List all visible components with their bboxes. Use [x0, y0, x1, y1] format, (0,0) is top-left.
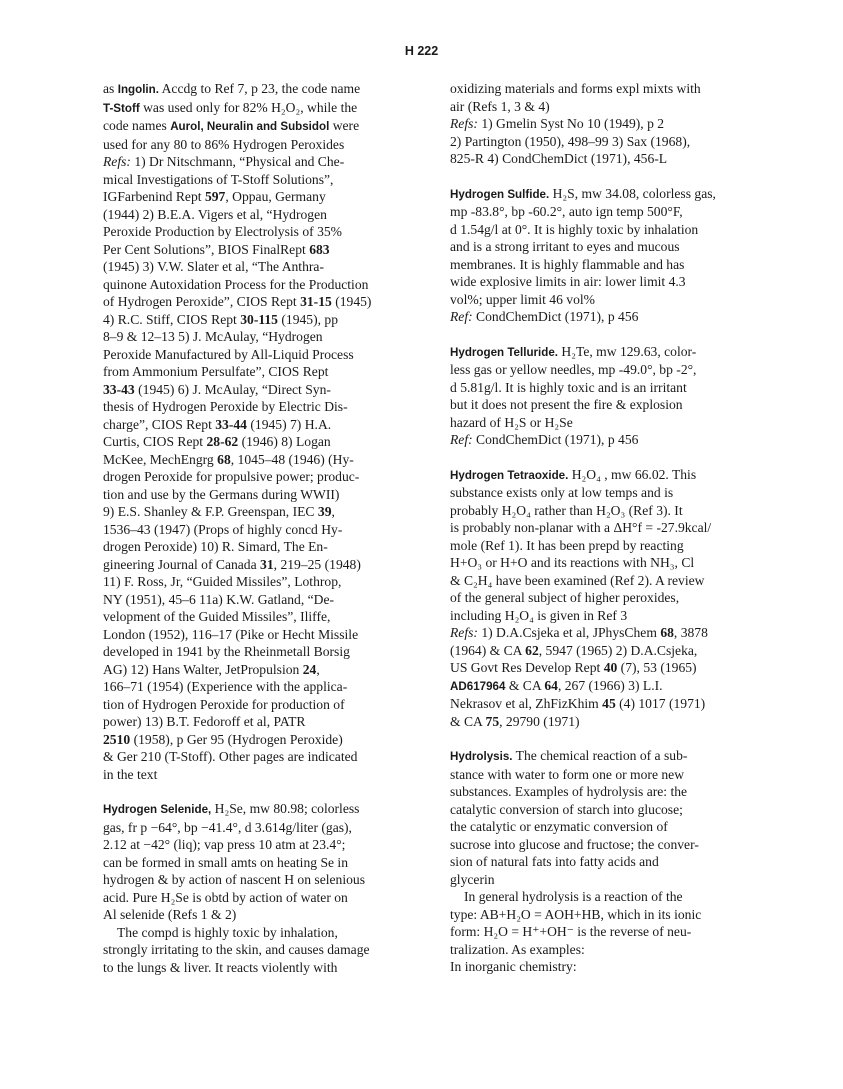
- text-segment: (1958), p Ger 95 (Hydrogen Peroxide): [130, 731, 343, 747]
- text-line: [450, 185, 760, 204]
- text-line: [103, 99, 403, 118]
- text-segment: mole (Ref 1). It has been prepd by reacting: [450, 537, 684, 553]
- text-segment: but it does not present the fire & explosion: [450, 397, 683, 412]
- entry-heading: Ingolin.: [117, 83, 159, 96]
- text-segment: the catalytic or enzymatic conversion of: [450, 819, 668, 834]
- text-line: [103, 188, 403, 206]
- text-segment: (1945) 6) J. McAulay, “Direct Syn-: [134, 381, 331, 397]
- text-segment: , 29790 (1971): [499, 713, 580, 729]
- text-segment: 166–71 (1954) (Experience with the applica-: [103, 679, 348, 694]
- text-segment: stance with water to form one or more new: [450, 766, 685, 782]
- text-segment: of Hydrogen Peroxide”, CIOS Rept: [103, 294, 301, 309]
- text-line: [450, 238, 760, 256]
- text-line: [103, 591, 403, 609]
- text-line: [103, 941, 403, 959]
- text-segment: (1944) 2) B.E.A. Vigers et al, “Hydrogen: [103, 206, 327, 222]
- text-line: [103, 346, 403, 364]
- text-segment: 40: [603, 660, 618, 675]
- text-segment: & CA: [450, 713, 486, 729]
- text-line: [103, 451, 403, 469]
- text-segment: including H₂O₄ is given in Ref 3: [450, 607, 628, 623]
- text-line: [450, 853, 760, 871]
- text-segment: (1946) 8) Logan: [238, 434, 331, 449]
- text-segment: air (Refs 1, 3 & 4): [450, 98, 550, 114]
- text-segment: 1536–43 (1947) (Props of highly concd Hy-: [103, 521, 343, 537]
- text-segment: 62: [525, 642, 539, 658]
- text-segment: drogen Peroxide for propulsive power; produc-: [103, 469, 360, 484]
- text-segment: form: H₂O = H⁺+OH⁻ is the reverse of neu-: [450, 924, 692, 939]
- text-line: [103, 293, 403, 311]
- text-segment: 31-15: [300, 294, 332, 309]
- text-segment: is probably non-planar with a ΔH°f = -27.9kcal/: [450, 520, 712, 535]
- left-column: [103, 80, 403, 976]
- text-segment: quinone Autoxidation Process for the Production: [103, 276, 369, 292]
- entry-heading: Hydrolysis.: [450, 750, 513, 763]
- text-segment: Peroxide Manufactured by All-Liquid Process: [103, 346, 354, 362]
- text-line: [103, 854, 403, 872]
- text-segment: 1) Dr Nitschmann, “Physical and Che-: [130, 154, 345, 169]
- text-segment: wide explosive limits in air: lower limit 4.3: [450, 274, 686, 289]
- text-line: [450, 308, 760, 326]
- text-line: [103, 889, 403, 907]
- text-segment: substance exists only at low temps and is: [450, 485, 674, 500]
- text-segment: , 267 (1966) 3) L.I.: [557, 677, 663, 693]
- entry-heading: Hydrogen Sulfide.: [450, 187, 550, 201]
- text-segment: oxidizing materials and forms expl mixts with: [450, 81, 701, 96]
- text-segment: Peroxide Production by Electrolysis of 35%: [103, 224, 342, 239]
- text-segment: US Govt Res Develop Rept: [450, 660, 604, 675]
- text-segment: Nekrasov et al, ZhFizKhim: [450, 696, 603, 711]
- text-segment: 8–9 & 12–13 5) J. McAulay, “Hydrogen: [103, 329, 323, 344]
- text-segment: 45: [602, 696, 616, 711]
- text-segment: as: [103, 81, 118, 96]
- text-line: [103, 626, 403, 644]
- entry-heading: T-Stoff: [103, 101, 140, 115]
- text-segment: , Oppau, Germany: [225, 189, 326, 204]
- text-segment: tion and use by the Germans during WWII): [103, 486, 340, 502]
- text-line: [450, 607, 760, 625]
- text-segment: tion of Hydrogen Peroxide for production of: [103, 696, 345, 712]
- text-line: [450, 818, 760, 836]
- text-line: [103, 328, 403, 346]
- text-segment: was used only for 82% H₂O₂, while the: [139, 99, 358, 115]
- text-segment: Accdg to Ref 7, p 23, the code name: [158, 81, 361, 96]
- text-line: [103, 241, 403, 259]
- text-segment: drogen Peroxide) 10) R. Simard, The En-: [103, 539, 328, 554]
- text-line: [450, 836, 760, 854]
- text-segment: 597: [204, 189, 226, 204]
- text-segment: H₂S, mw 34.08, colorless gas,: [549, 185, 716, 201]
- text-segment: (1945): [331, 294, 372, 309]
- text-segment: ,: [316, 661, 320, 677]
- text-line: [450, 888, 760, 906]
- text-segment: hydrogen & by action of nascent H on selenious: [103, 872, 365, 887]
- text-line: [103, 924, 403, 942]
- text-line: [450, 361, 760, 379]
- text-segment: In general hydrolysis is a reaction of the: [464, 889, 683, 904]
- text-line: [450, 343, 760, 362]
- text-segment: CondChemDict (1971), p 456: [472, 432, 639, 447]
- text-segment: 2.12 at −42° (liq); vap press 10 atm at 23.4°;: [103, 837, 346, 852]
- text-segment: 68: [660, 625, 674, 640]
- text-line: [450, 677, 760, 696]
- text-line: [450, 871, 760, 889]
- text-line: [103, 661, 403, 679]
- text-line: [450, 537, 760, 555]
- text-line: [450, 801, 760, 819]
- text-segment: H₂Te, mw 129.63, color-: [558, 343, 697, 359]
- text-segment: & Ger 210 (T-Stoff). Other pages are indicated: [103, 749, 358, 764]
- text-segment: 39: [317, 504, 332, 519]
- text-line: [450, 396, 760, 414]
- text-line: [450, 98, 760, 116]
- text-segment: in the text: [103, 766, 158, 782]
- text-line: [103, 468, 403, 486]
- text-segment: The compd is highly toxic by inhalation,: [117, 924, 338, 940]
- text-line: [103, 906, 403, 924]
- text-line: [450, 203, 760, 221]
- text-line: [450, 958, 760, 976]
- text-line: [103, 521, 403, 539]
- text-segment: (1945), pp: [277, 311, 339, 327]
- text-line: [450, 484, 760, 502]
- text-line: [450, 115, 760, 133]
- text-segment: IGFarbenind Rept: [103, 189, 205, 204]
- text-line: [103, 416, 403, 434]
- text-line: [450, 695, 760, 713]
- text-line: [450, 80, 760, 98]
- text-line: [450, 923, 760, 941]
- text-segment: Per Cent Solutions”, BIOS FinalRept: [103, 241, 310, 257]
- text-segment: 33-43: [103, 381, 135, 397]
- text-segment: can be formed in small amts on heating Se in: [103, 854, 349, 870]
- text-segment: 64: [544, 677, 558, 693]
- text-line: [103, 748, 403, 766]
- text-segment: type: AB+H₂O = AOH+HB, which in its ionic: [450, 906, 702, 922]
- text-segment: substances. Examples of hydrolysis are: the: [450, 784, 688, 799]
- text-line: [450, 747, 760, 766]
- text-segment: Refs:: [450, 625, 478, 640]
- text-segment: (1945) 3) V.W. Slater et al, “The Anthra-: [103, 259, 324, 274]
- entry-heading: AD617964: [450, 679, 506, 693]
- text-line: [450, 414, 760, 432]
- text-segment: mical Investigations of T-Stoff Solutions”,: [103, 171, 334, 187]
- text-line: [450, 624, 760, 642]
- text-line: [450, 133, 760, 151]
- text-segment: The chemical reaction of a sub-: [512, 748, 688, 763]
- text-segment: 30-115: [240, 311, 278, 327]
- text-segment: , 3878: [673, 625, 708, 640]
- text-line: [450, 589, 760, 607]
- text-segment: 31: [260, 556, 274, 572]
- text-segment: strongly irritating to the skin, and causes damage: [103, 942, 370, 957]
- text-line: [450, 256, 760, 274]
- text-segment: power) 13) B.T. Fedoroff et al, PATR: [103, 714, 306, 729]
- text-segment: , 219–25 (1948): [273, 556, 361, 572]
- text-line: [450, 766, 760, 784]
- text-line: [103, 117, 403, 136]
- text-segment: code names: [103, 118, 171, 133]
- text-line: [103, 556, 403, 574]
- text-line: [103, 153, 403, 171]
- text-segment: vol%; upper limit 46 vol%: [450, 291, 595, 307]
- text-segment: gineering Journal of Canada: [103, 556, 261, 572]
- text-segment: acid. Pure H₂Se is obtd by action of water on: [103, 889, 348, 905]
- text-line: [103, 258, 403, 276]
- text-segment: Refs:: [103, 154, 131, 169]
- text-segment: Refs:: [450, 116, 478, 131]
- text-segment: Ref:: [450, 432, 473, 447]
- entry-heading: Hydrogen Selenide,: [103, 803, 212, 816]
- text-line: [450, 379, 760, 397]
- text-segment: 1) Gmelin Syst No 10 (1949), p 2: [477, 116, 665, 131]
- text-segment: 4) R.C. Stiff, CIOS Rept: [103, 311, 241, 327]
- text-line: [450, 906, 760, 924]
- text-segment: d 5.81g/l. It is highly toxic and is an irritant: [450, 379, 687, 395]
- text-segment: 9) E.S. Shanley & F.P. Greenspan, IEC: [103, 504, 318, 519]
- text-segment: glycerin: [450, 871, 495, 887]
- text-segment: sion of natural fats into fatty acids and: [450, 854, 659, 869]
- text-line: [103, 766, 403, 784]
- text-segment: NY (1951), 45–6 11a) K.W. Gatland, “De-: [103, 591, 335, 607]
- text-line: [450, 502, 760, 520]
- text-segment: H+O₃ or H+O and its reactions with NH₃, Cl: [450, 555, 695, 570]
- text-line: [103, 433, 403, 451]
- text-segment: 683: [309, 241, 330, 257]
- text-segment: to the lungs & liver. It reacts violently with: [103, 959, 338, 975]
- text-line: [450, 941, 760, 959]
- text-line: [450, 519, 760, 537]
- text-segment: & C₂H₄ have been examined (Ref 2). A review: [450, 572, 705, 588]
- text-segment: Curtis, CIOS Rept: [103, 434, 207, 449]
- text-line: [103, 731, 403, 749]
- text-segment: and is a strong irritant to eyes and mucous: [450, 239, 680, 254]
- text-line: [450, 273, 760, 291]
- text-line: [103, 608, 403, 626]
- text-line: [103, 696, 403, 714]
- text-line: [450, 572, 760, 590]
- entry-heading: Hydrogen Telluride.: [450, 345, 559, 359]
- text-line: [103, 573, 403, 591]
- text-segment: hazard of H₂S or H₂Se: [450, 414, 573, 430]
- text-segment: (1945) 7) H.A.: [246, 416, 332, 432]
- text-segment: (4) 1017 (1971): [615, 696, 706, 711]
- text-line: [103, 800, 403, 819]
- text-segment: 1) D.A.Csjeka et al, JPhysChem: [477, 625, 661, 640]
- text-line: [103, 398, 403, 416]
- text-segment: charge”, CIOS Rept: [103, 416, 216, 432]
- text-segment: (7), 53 (1965): [617, 660, 697, 675]
- text-line: [103, 678, 403, 696]
- page-number: H 222: [404, 44, 439, 58]
- text-line: [103, 836, 403, 854]
- text-line: [450, 431, 760, 449]
- text-segment: AG) 12) Hans Walter, JetPropulsion: [103, 661, 303, 677]
- text-segment: , 5947 (1965) 2) D.A.Csjeka,: [538, 642, 698, 658]
- text-line: [450, 221, 760, 239]
- right-column: [450, 80, 760, 976]
- text-segment: 825-R 4) CondChemDict (1971), 456-L: [450, 151, 668, 166]
- text-segment: membranes. It is highly flammable and has: [450, 256, 685, 272]
- text-line: [450, 783, 760, 801]
- text-segment: gas, fr p −64°, bp −41.4°, d 3.614g/liter (gas),: [103, 819, 352, 835]
- text-line: [103, 486, 403, 504]
- text-segment: H₂O₄ , mw 66.02. This: [568, 466, 697, 482]
- text-line: [103, 136, 403, 154]
- text-segment: probably H₂O₄ rather than H₂O₃ (Ref 3). It: [450, 502, 683, 518]
- text-segment: & CA: [505, 677, 545, 693]
- text-line: [103, 223, 403, 241]
- text-line: [450, 466, 760, 485]
- entry-heading: Aurol, Neuralin and Subsidol: [170, 120, 330, 133]
- text-segment: sucrose into glucose and fructose; the conver-: [450, 836, 699, 852]
- text-segment: CondChemDict (1971), p 456: [472, 309, 639, 324]
- text-line: [103, 538, 403, 556]
- text-segment: 75: [485, 713, 500, 729]
- text-segment: catalytic conversion of starch into glucose;: [450, 801, 683, 817]
- text-segment: 11) F. Ross, Jr, “Guided Missiles”, Lothrop,: [103, 574, 342, 589]
- text-segment: H₂Se, mw 80.98; colorless: [211, 801, 360, 816]
- text-segment: 2510: [103, 731, 131, 747]
- text-line: [450, 150, 760, 168]
- text-segment: 68: [217, 451, 231, 467]
- text-segment: McKee, MechEngrg: [103, 451, 218, 467]
- text-segment: d 1.54g/l at 0°. It is highly toxic by inhalation: [450, 221, 699, 237]
- text-line: [103, 80, 403, 99]
- text-segment: ,: [331, 504, 335, 519]
- text-line: [103, 871, 403, 889]
- text-segment: 33-44: [215, 416, 247, 432]
- text-line: [450, 713, 760, 731]
- text-segment: from Ammonium Persulfate”, CIOS Rept: [103, 364, 329, 379]
- text-segment: less gas or yellow needles, mp -49.0°, bp -2°,: [450, 362, 697, 377]
- text-line: [103, 381, 403, 399]
- text-segment: were: [329, 118, 360, 133]
- text-line: [103, 643, 403, 661]
- text-line: [450, 642, 760, 660]
- text-line: [103, 363, 403, 381]
- text-line: [103, 959, 403, 977]
- text-segment: thesis of Hydrogen Peroxide by Electric Dis-: [103, 399, 348, 414]
- entry-heading: Hydrogen Tetraoxide.: [450, 468, 569, 482]
- text-line: [103, 713, 403, 731]
- text-segment: Al selenide (Refs 1 & 2): [103, 907, 237, 922]
- text-segment: 24: [302, 661, 317, 677]
- text-line: [103, 276, 403, 294]
- text-segment: , 1045–48 (1946) (Hy-: [230, 451, 354, 467]
- text-segment: In inorganic chemistry:: [450, 959, 577, 974]
- text-segment: mp -83.8°, bp -60.2°, auto ign temp 500°F,: [450, 204, 683, 219]
- text-line: [103, 503, 403, 521]
- text-line: [450, 659, 760, 677]
- text-segment: developed in 1941 by the Rheinmetall Borsig: [103, 644, 350, 659]
- text-line: [103, 206, 403, 224]
- text-segment: tralization. As examples:: [450, 941, 585, 957]
- text-segment: used for any 80 to 86% Hydrogen Peroxides: [103, 136, 345, 152]
- text-segment: 2) Partington (1950), 498–99 3) Sax (1968),: [450, 133, 691, 149]
- text-line: [450, 554, 760, 572]
- text-line: [103, 311, 403, 329]
- text-line: [450, 291, 760, 309]
- text-segment: velopment of the Guided Missiles”, Iliffe,: [103, 609, 331, 624]
- text-segment: London (1952), 116–17 (Pike or Hecht Missile: [103, 626, 359, 642]
- text-segment: Ref:: [450, 309, 473, 324]
- text-segment: 28-62: [206, 434, 239, 449]
- text-segment: (1964) & CA: [450, 642, 526, 658]
- text-line: [103, 819, 403, 837]
- text-line: [103, 171, 403, 189]
- text-segment: of the general subject of higher peroxides,: [450, 590, 680, 605]
